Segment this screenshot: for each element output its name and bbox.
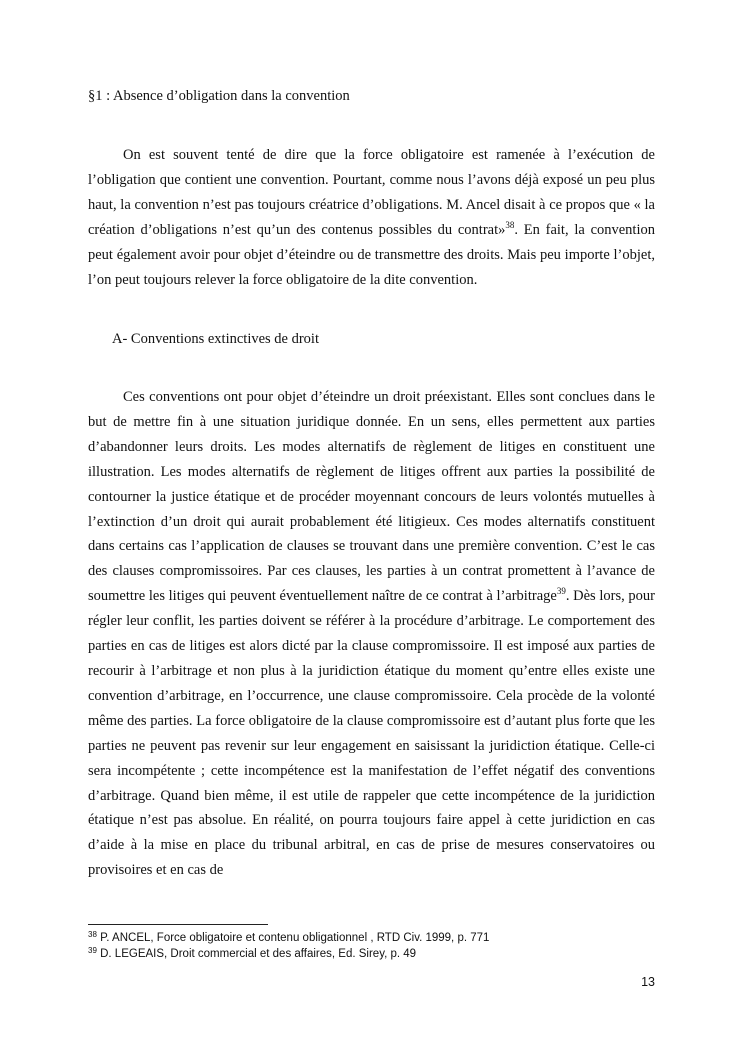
footnote-38 bbox=[88, 930, 648, 946]
footnote-ref-39[interactable]: 39 bbox=[556, 586, 566, 597]
footnote-text: P. ANCEL, Force obligatoire et contenu obligationnel , RTD Civ. 1999, p. 771 bbox=[100, 932, 490, 944]
paragraph-2-text-b: . Dès lors, pour régler leur conflit, les parties doivent se référer à la procédure d’arbitrage. Le comportement des parties en cas de litiges est alors dicté par la clause compromissoire. Il est imposé aux parties de recourir à l’arbitrage et non plus à la juridiction étatique du moment qu’entre elles existe une convention d’arbitrage, en l’occurrence, une clause compromissoire. Cela procède de la volonté même des parties. La force obligatoire de la clause compromissoire est d’autant plus forte que les parties ne peuvent pas revenir sur leur engagement en saisissant la juridiction étatique. Celle-ci sera incompétente ; cette incompétence est la manifestation de l’effet négatif des conventions d’arbitrage. Quand bien même, il est utile de rappeler que cette incompétence de la juridiction étatique n’est pas absolue. En réalité, on pourra toujours faire appel à cette juridiction en cas d’aide à la mise en place du tribunal arbitral, en cas de prise de mesures conservatoires ou provisoires et en cas de bbox=[88, 588, 655, 879]
paragraph-1-text-a: On est souvent tenté de dire que la force obligatoire est ramenée à l’exécution de l’obligation que contient une convention. Pourtant, comme nous l’avons déjà exposé un peu plus haut, la convention n’est pas toujours créatrice d’obligations. M. Ancel disait à ce propos que « la création d’obligations n’est qu’un des contenus possibles du contrat» bbox=[88, 147, 655, 238]
paragraph-2-text-a: Ces conventions ont pour objet d’éteindre un droit préexistant. Elles sont conclues dans le but de mettre fin à une situation juridique donnée. En un sens, elles permettent aux parties d’abandonner leurs droits. Les modes alternatifs de règlement de litiges en constituent une illustration. Les modes alternatifs de règlement de litiges offrent aux parties la possibilité de contourner la justice étatique et de procéder moyennant concours de leurs volontés mutuelles à l’extinction d’un droit qui aurait probablement été litigieux. Ces modes alternatifs constituent dans certains cas l’application de clauses se trouvant dans une première convention. C’est le cas des clauses compromissoires. Par ces clauses, les parties à un contrat promettent à l’avance de soumettre les litiges qui peuvent éventuellement naître de ce contrat à l’arbitrage bbox=[88, 389, 655, 605]
footnote-number: 39 bbox=[88, 946, 97, 955]
paragraph-2 bbox=[88, 385, 655, 883]
footnotes bbox=[88, 930, 648, 962]
subsection-heading: A- Conventions extinctives de droit bbox=[112, 331, 319, 347]
paragraph-1-text-b: . En fait, la convention peut également avoir pour objet d’éteindre ou de transmettre des droits. Mais peu importe l’objet, l’on peut toujours relever la force obligatoire de la dite convention. bbox=[88, 221, 655, 288]
footnote-ref-38[interactable]: 38 bbox=[505, 219, 515, 230]
section-heading: §1 : Absence d’obligation dans la convention bbox=[88, 88, 350, 104]
footnote-divider bbox=[88, 924, 268, 925]
paragraph-1 bbox=[88, 143, 655, 292]
page-number: 13 bbox=[641, 975, 655, 989]
footnote-text: D. LEGEAIS, Droit commercial et des affaires, Ed. Sirey, p. 49 bbox=[100, 948, 417, 960]
footnote-39 bbox=[88, 946, 648, 962]
footnote-number: 38 bbox=[88, 930, 97, 939]
